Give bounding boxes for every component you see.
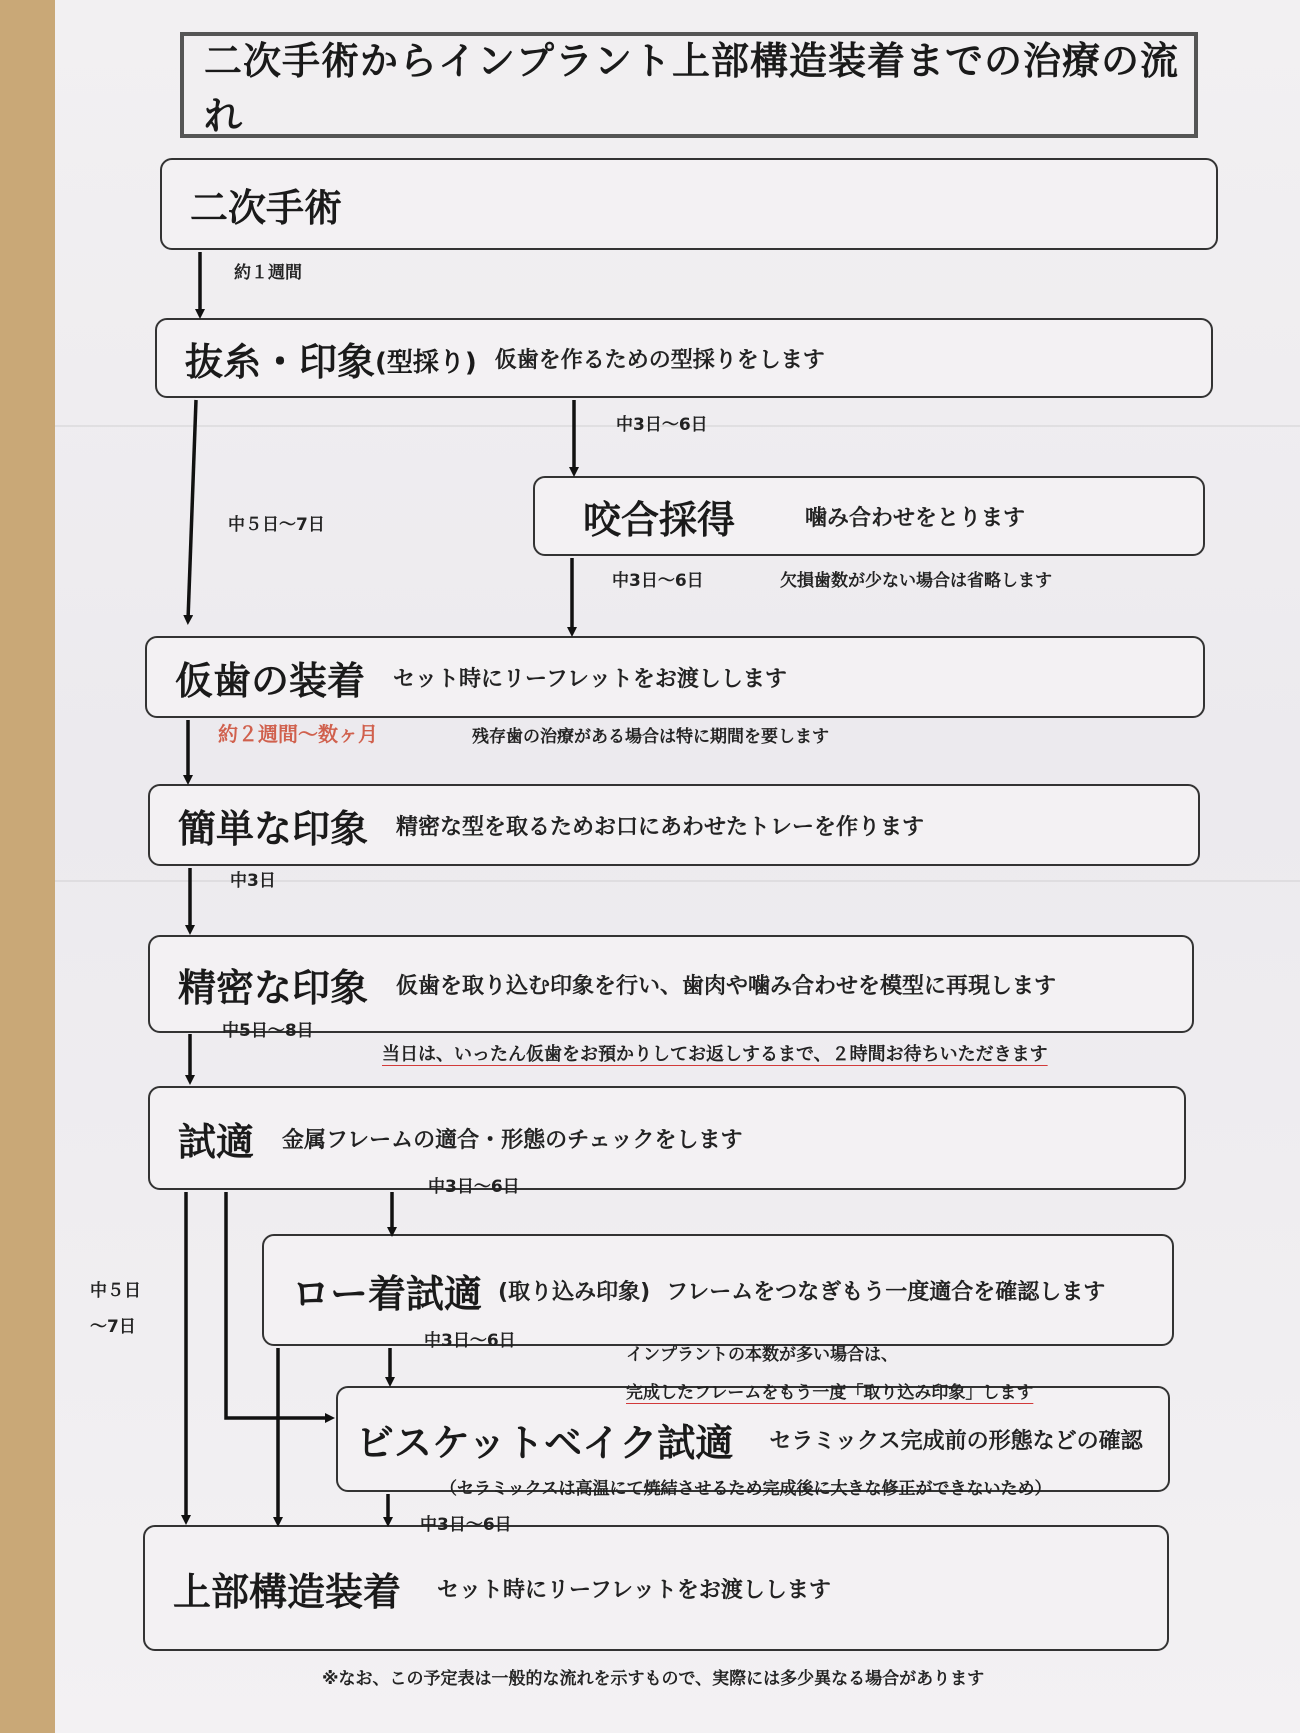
interval-label: 中3日～6日 (420, 1515, 512, 1535)
interval-note: 残存歯の治療がある場合は特に期間を要します (472, 727, 829, 747)
step-name: ロー着試適 (292, 1271, 483, 1316)
interval-label: 中3日 (230, 871, 276, 891)
step-description: セット時にリーフレットをお渡しします (393, 666, 787, 692)
step-name: 抜糸・印象 (185, 339, 376, 384)
arrow (188, 400, 196, 620)
page-title: 二次手術からインプラント上部構造装着までの治療の流れ (180, 32, 1198, 138)
step-description: セット時にリーフレットをお渡しします (437, 1577, 831, 1603)
interval-label: 中3日～6日 (612, 571, 704, 591)
step-description: 金属フレームの適合・形態のチェックをします (282, 1127, 743, 1153)
footnote: ※なお、この予定表は一般的な流れを示すもので、実際には多少異なる場合があります (322, 1669, 985, 1689)
step-description: 仮歯を作るための型採りをします (494, 347, 825, 373)
step-description: フレームをつなぎもう一度適合を確認します (666, 1279, 1106, 1305)
interval-label: 中3日～6日 (424, 1331, 516, 1351)
step-description: 仮歯を取り込む印象を行い、歯肉や噛み合わせを模型に再現します (396, 973, 1057, 999)
interval-label: 中3日～6日 (428, 1177, 520, 1197)
step-name: 簡単な印象 (178, 806, 369, 851)
step-description: セラミックス完成前の形態などの確認 (769, 1428, 1143, 1454)
interval-note-underlined: 当日は、いったん仮歯をお預かりしてお返しするまで、２時間お待ちいただきます (382, 1044, 1048, 1065)
interval-label: 中５日～7日 (228, 515, 325, 535)
step-subname: (取り込み印象) (498, 1279, 651, 1305)
step-name: 咬合採得 (583, 497, 736, 542)
interval-label: 中5日～8日 (222, 1021, 314, 1041)
interval-label: ～7日 (90, 1317, 136, 1337)
step-note: （セラミックスは高温にて焼結させるため完成後に大きな修正ができないため） (440, 1479, 1052, 1499)
step-description: 噛み合わせをとります (805, 505, 1026, 531)
interval-label: 約１週間 (234, 263, 302, 283)
interval-label: 中3日～6日 (616, 415, 708, 435)
step-name: 上部構造装着 (173, 1569, 402, 1614)
step-name: 精密な印象 (178, 965, 369, 1010)
step-description: 精密な型を取るためお口にあわせたトレーを作ります (396, 814, 925, 840)
step-name: 試適 (178, 1119, 255, 1164)
interval-label-highlight: 約２週間～数ヶ月 (218, 722, 378, 746)
step-name: 二次手術 (190, 185, 343, 230)
step-name: ビスケットベイク試適 (356, 1420, 734, 1465)
interval-label: 中５日 (90, 1281, 141, 1301)
interval-note: 欠損歯数が少ない場合は省略します (780, 571, 1052, 591)
interval-note: インプラントの本数が多い場合は、 (626, 1345, 898, 1365)
step-name: 仮歯の装着 (175, 658, 366, 703)
step-subname: (型採り) (375, 348, 477, 378)
interval-note-underlined: 完成したフレームをもう一度「取り込み印象」します (626, 1383, 1034, 1403)
